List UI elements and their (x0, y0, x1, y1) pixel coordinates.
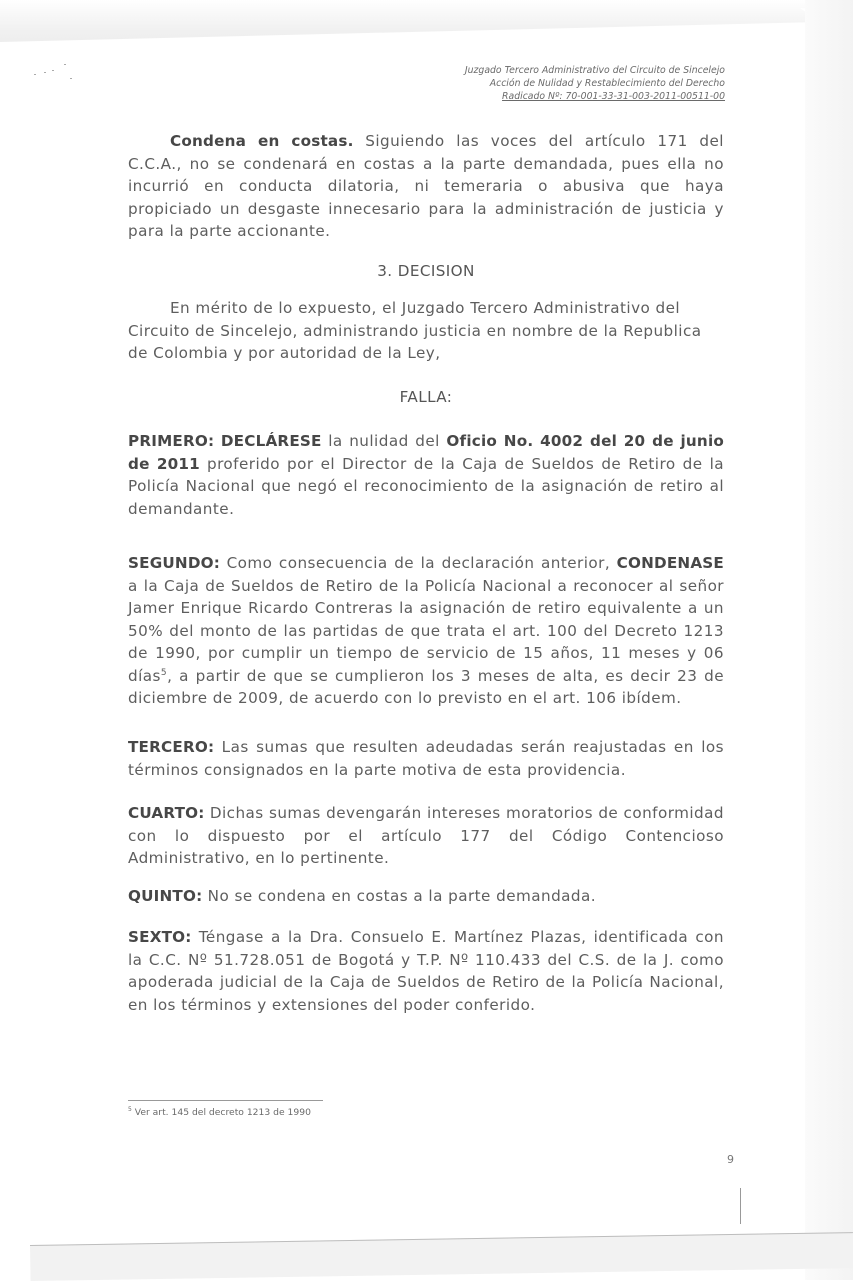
page-number: 9 (727, 1153, 734, 1166)
ordinal-quinto (128, 885, 724, 908)
segundo-label: SEGUNDO: (128, 554, 221, 572)
primero-text2: proferido por el Director de la Caja de Sueldos de Retiro de la Policía Nacional que negó el reconocimiento de la asignación de retiro al demandante. (128, 454, 724, 518)
footnote (128, 1107, 311, 1118)
ordinal-primero (128, 430, 724, 520)
footnote-ref[interactable]: 5 (160, 667, 168, 678)
ordinal-segundo (128, 552, 724, 710)
section-title: 3. DECISION (377, 262, 475, 280)
sexto-text: Téngase a la Dra. Consuelo E. Martínez Plazas, identificada con la C.C. Nº 51.728.051 de Bogotá y T.P. Nº 110.433 del C.S. de la J. como apoderada judicial de la Caja de Sueldos de Retiro de la Policía Nacional, en los términos y extensiones del poder conferido. (128, 928, 724, 1014)
primero-text1: la nulidad del (321, 432, 447, 450)
sexto-label: SEXTO: (128, 928, 192, 946)
quinto-label: QUINTO: (128, 887, 203, 905)
margin-mark (740, 1188, 741, 1224)
costas-text: Siguiendo las voces del artículo 171 del C.C.A., no se condenará en costas a la parte demandada, pues ella no incurrió en conducta dilatoria, ni temeraria o abusiva que haya propiciado un desgaste innecesario para la administración de justicia y para la parte accionante. (128, 132, 724, 240)
intro-paragraph: En mérito de lo expuesto, el Juzgado Tercero Administrativo del Circuito de Sincelejo, administrando justicia en nombre de la Republica de Colombia y por autoridad de la Ley, (128, 299, 702, 362)
ordinal-tercero (128, 736, 724, 781)
segundo-text3: , a partir de que se cumplieron los 3 meses de alta, es decir 23 de diciembre de 2009, de acuerdo con lo previsto en el art. 106 ibídem. (128, 666, 724, 707)
quinto-text: No se condena en costas a la parte demandada. (202, 887, 597, 905)
primero-bold2: Oficio No. 4002 del 20 de junio de 2011 (128, 432, 724, 473)
scan-specks (30, 60, 80, 90)
falla-heading: FALLA: (399, 388, 453, 406)
footnote-number: 5 (128, 1105, 132, 1113)
case-number: Radicado Nº: 70-001-33-31-003-2011-00511-00 (502, 91, 725, 102)
segundo-bold: CONDENASE (616, 554, 724, 572)
segundo-text1: Como consecuencia de la declaración anterior, (220, 554, 617, 572)
costas-title: Condena en costas. (170, 132, 354, 150)
tercero-text: Las sumas que resulten adeudadas serán reajustadas en los términos consignados en la parte motiva de esta providencia. (128, 738, 724, 779)
document-header (465, 64, 725, 103)
court-name: Juzgado Tercero Administrativo del Circuito de Sincelejo (464, 65, 725, 76)
costas-paragraph (128, 130, 724, 243)
cuarto-label: CUARTO: (128, 804, 205, 822)
segundo-text2: a la Caja de Sueldos de Retiro de la Policía Nacional a reconocer al señor Jamer Enrique Ricardo Contreras la asignación de retiro equivalente a un 50% del monto de las partidas de que trata el art. 100 del Decreto 1213 de 1990, por cumplir un tiempo de servicio de 15 años, 11 meses y 06 días (128, 576, 724, 685)
ordinal-cuarto (128, 802, 724, 870)
primero-bold1: DECLÁRESE (220, 432, 322, 450)
footnote-divider (128, 1100, 323, 1101)
ordinal-sexto (128, 926, 724, 1016)
cuarto-text: Dichas sumas devengarán intereses moratorios de conformidad con lo dispuesto por el artículo 177 del Código Contencioso Administrativo, en lo pertinente. (128, 804, 724, 867)
footnote-text: Ver art. 145 del decreto 1213 de 1990 (131, 1107, 311, 1118)
tercero-label: TERCERO: (128, 738, 215, 756)
primero-label: PRIMERO: (128, 432, 215, 450)
action-type: Acción de Nulidad y Restablecimiento del Derecho (489, 78, 725, 89)
